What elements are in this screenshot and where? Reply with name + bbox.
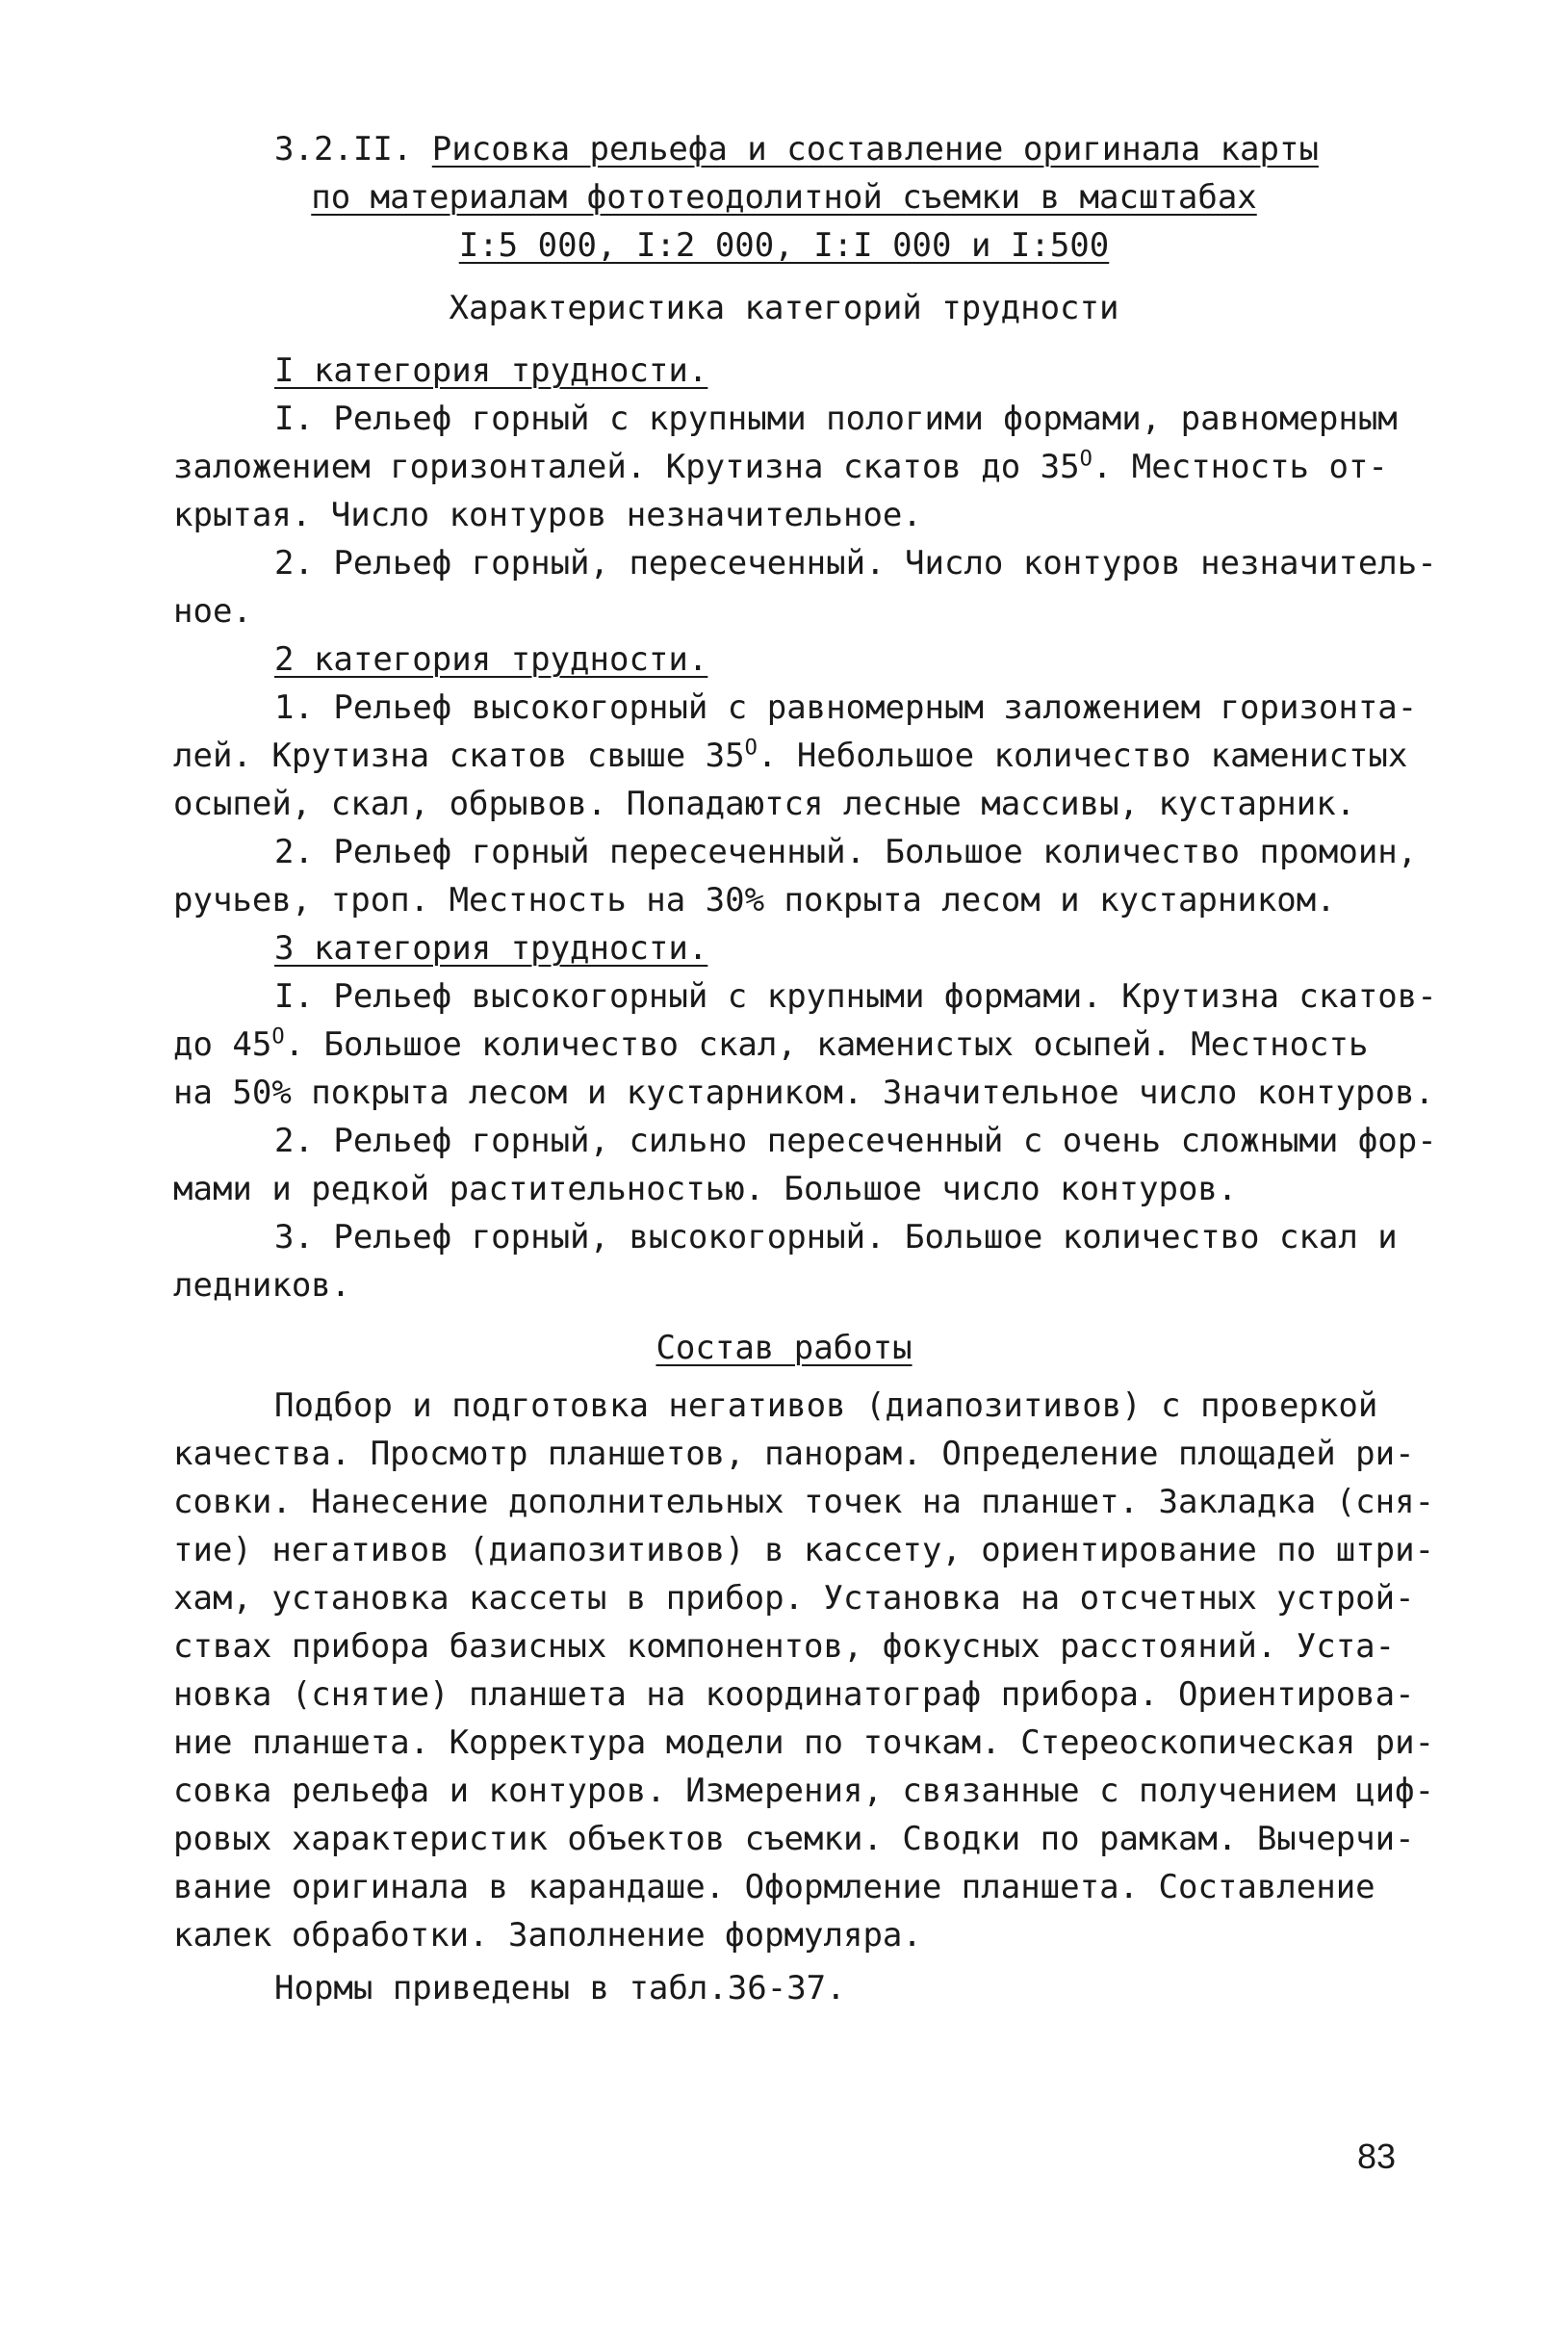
work-title: Состав работы (655, 1329, 913, 1367)
work-line: Подбор и подготовка негативов (диапозитивов) с проверкой (274, 1386, 1378, 1425)
cat3-line4: 2. Рельеф горный, сильно пересеченный с очень сложными фор- (274, 1122, 1437, 1160)
cat1-line1: I. Рельеф горный с крупными пологими формами, равномерным (274, 400, 1398, 438)
degree-sup: О (744, 736, 758, 761)
difficulty-title: Характеристика категорий трудности (449, 289, 1119, 327)
section-heading-line1 (274, 130, 1526, 168)
cat3-line1: I. Рельеф высокогорный с крупными формами. Крутизна скатов- (274, 977, 1437, 1016)
cat1-line4: 2. Рельеф горный, пересеченный. Число контуров незначитель- (274, 544, 1437, 583)
cat3-line6: 3. Рельеф горный, высокогорный. Большое количество скал и (274, 1218, 1398, 1256)
cat2-header: 2 категория трудности. (274, 640, 708, 679)
cat3-line2: до $45^О$. Большое количество скал, каменистых осыпей. Местность (173, 1024, 1369, 1064)
cat2-line1: 1. Рельеф высокогорный с равномерным заложением горизонта- (274, 688, 1418, 727)
section-heading-line2 (0, 178, 1568, 217)
work-line: качества. Просмотр планшетов, панорам. Определение площадей ри- (173, 1435, 1415, 1473)
work-line: тие) негативов (диапозитивов) в кассету, ориентирование по штри- (173, 1531, 1435, 1569)
cat2-line2: лей. Крутизна скатов свыше $35^О$. Небольшое количество каменистых (173, 736, 1408, 775)
norms-reference: Нормы приведены в табл.36-37. (274, 1969, 846, 2007)
section-number: 3.2.II. (274, 130, 413, 168)
work-line: калек обработки. Заполнение формуляра. (173, 1916, 922, 1955)
cat1-line2: заложением горизонталей. Крутизна скатов до $35^О$. Местность от- (173, 447, 1388, 486)
cat2-line4: 2. Рельеф горный пересеченный. Большое количество промоин, (274, 833, 1418, 871)
cat1-header: I категория трудности. (274, 351, 708, 390)
work-line: ствах прибора базисных компонентов, фокусных расстояний. Уста- (173, 1627, 1396, 1666)
cat2-line5: ручьев, троп. Местность на 30% покрыта лесом и кустарником. (173, 881, 1336, 919)
cat2-line3: осыпей, скал, обрывов. Попадаются лесные массивы, кустарник. (173, 785, 1356, 823)
work-line: вание оригинала в карандаше. Оформление планшета. Составление (173, 1868, 1375, 1906)
work-line: совка рельефа и контуров. Измерения, связанные с получением циф- (173, 1772, 1435, 1810)
cat1-line3: крытая. Число контуров незначительное. (173, 496, 922, 534)
degree-sup: О (1079, 447, 1092, 472)
page-number: 83 (1357, 2137, 1397, 2176)
degree-sup: О (271, 1024, 285, 1049)
cat3-header: 3 категория трудности. (274, 929, 708, 968)
section-title-part3: I:5 000, I:2 000, I:I 000 и I:500 (458, 226, 1110, 265)
work-line: новка (снятие) планшета на координатограф прибора. Ориентирова- (173, 1675, 1415, 1714)
work-line: ние планшета. Корректура модели по точкам. Стереоскопическая ри- (173, 1723, 1435, 1762)
work-line: совки. Нанесение дополнительных точек на планшет. Закладка (сня- (173, 1483, 1435, 1521)
work-line: ровых характеристик объектов съемки. Сводки по рамкам. Вычерчи- (173, 1820, 1415, 1858)
cat3-line7: ледников. (173, 1266, 351, 1305)
work-line: хам, установка кассеты в прибор. Установка на отсчетных устрой- (173, 1579, 1415, 1618)
section-heading-line3 (0, 226, 1568, 265)
section-title-part1: Рисовка рельефа и составление оригинала карты (431, 130, 1319, 168)
section-title-part2: по материалам фототеодолитной съемки в масштабах (311, 178, 1257, 217)
cat3-line3: на 50% покрыта лесом и кустарником. Значительное число контуров. (173, 1074, 1435, 1112)
cat3-line5: мами и редкой растительностью. Большое число контуров. (173, 1170, 1238, 1208)
cat1-line5: ное. (173, 592, 252, 631)
